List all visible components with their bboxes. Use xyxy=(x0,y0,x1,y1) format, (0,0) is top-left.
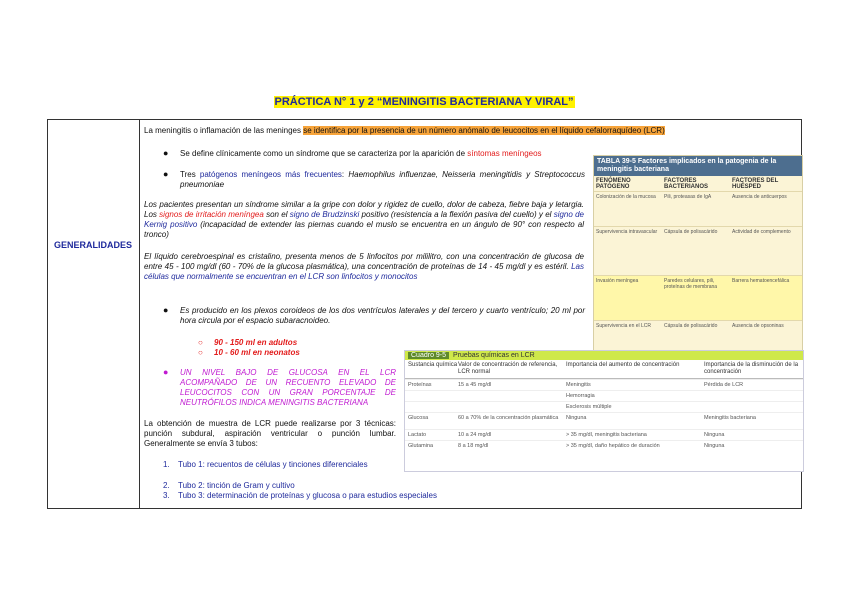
table-row: Glutamina 8 a 18 mg/dl > 35 mg/dl, daño hepático de duración Ninguna xyxy=(405,440,803,451)
intro-highlight: se identifica por la presencia de un número anómalo de leucocitos en el líquido cefalorraquídeo (LCR) xyxy=(303,126,665,135)
volume-adults: 90 - 150 ml en adultos xyxy=(214,338,298,347)
bullet-icon: ● xyxy=(163,367,169,377)
bullet-syndrome: Se define clínicamente como un síndrome que se caracteriza por la aparición de síntomas meníngeos xyxy=(180,149,542,158)
list-item-tube-3: Tubo 3: determinación de proteínas y glucosa o para estudios especiales xyxy=(178,491,437,500)
column-divider xyxy=(139,119,140,509)
table-title: TABLA 39-5 Factores implicados en la patogenia de la meningitis bacteriana xyxy=(594,156,802,176)
paragraph-sampling: La obtención de muestra de LCR puede realizarse por 3 técnicas: punción subdural, aspiración ventricular o punción lumbar. Generalmente se envía 3 tubos: xyxy=(144,419,396,448)
chemistry-table xyxy=(404,350,804,472)
circle-bullet-icon: ○ xyxy=(198,348,203,357)
list-number: 1. xyxy=(163,460,170,469)
bullet-production: Es producido en los plexos coroideos de los dos ventrículos laterales y del tercero y cuarto ventrículo; 20 ml por hora circula por el espacio subaracnoideo. xyxy=(180,306,585,325)
list-number: 3. xyxy=(163,491,170,500)
table-caption: Cuadro 9-5 Pruebas químicas en LCR xyxy=(405,351,803,360)
circle-bullet-icon: ○ xyxy=(198,338,203,347)
bullet-icon: ● xyxy=(163,148,169,158)
table-row: Glucosa 60 a 70% de la concentración plasmática Ninguna Meningitis bacteriana xyxy=(405,412,803,429)
paragraph-symptoms: Los pacientes presentan un síndrome similar a la gripe con dolor y rigidez de cuello, dolor de cabeza, fiebre baja y letargia. Los signos de irritación meníngea son el signo de Brudzinski positivo (resistencia a la flexión pasiva del cuello) y el signo de Kernig positivo (incapacidad de extender las piernas cuando el muslo se encuentra en un ángulo de 90° con respecto al tronco) xyxy=(144,200,585,239)
page-title: PRÁCTICA N° 1 y 2 “MENINGITIS BACTERIANA Y VIRAL” xyxy=(274,96,574,108)
list-item-tube-1: Tubo 1: recuentos de células y tinciones diferenciales xyxy=(178,460,368,469)
bullet-icon: ● xyxy=(163,169,169,179)
table-header: FENÓMENO PATÓGENO FACTORES BACTERIANOS FACTORES DEL HUÉSPED xyxy=(596,178,779,190)
list-number: 2. xyxy=(163,481,170,490)
table-row: Esclerosis múltiple xyxy=(405,401,803,412)
volume-neonates: 10 - 60 ml en neonatos xyxy=(214,348,300,357)
table-row: Lactato 10 a 24 mg/dl > 35 mg/dl, meningitis bacteriana Ninguna xyxy=(405,429,803,440)
section-label: GENERALIDADES xyxy=(53,240,132,250)
bullet-pathogens: Tres patógenos meníngeos más frecuentes: Haemophilus influenzae, Neisseria meningitidis y Streptococcus pneumoniae xyxy=(180,170,585,189)
list-item-tube-2: Tubo 2: tinción de Gram y cultivo xyxy=(178,481,295,490)
bullet-glucose-warning: UN NIVEL BAJO DE GLUCOSA EN EL LCR ACOMPAÑADO DE UN RECUENTO ELEVADO DE LEUCOCITOS CON UN GRAN PORCENTAJE DE NEUTRÓFILOS INDICA MENINGITIS BACTERIANA xyxy=(180,368,396,407)
table-row: Proteínas 15 a 45 mg/dl Meningitis Pérdida de LCR xyxy=(405,379,803,390)
bullet-icon: ● xyxy=(163,305,169,315)
table-row: Supervivencia intravascular Cápsula de polisacárido Actividad de complemento xyxy=(594,226,802,275)
table-row: Hemorragia xyxy=(405,390,803,401)
table-row: Invasión meníngea Paredes celulares, pili, proteínas de membrana Barrera hematoencefálica xyxy=(594,275,802,320)
intro-text: La meningitis o inflamación de las meninges se identifica por la presencia de un número anómalo de leucocitos en el líquido cefalorraquídeo (LCR) xyxy=(144,126,665,135)
paragraph-csf: El líquido cerebroespinal es cristalino, presenta menos de 5 linfocitos por mililitro, con una concentración de glucosa de entre 45 - 100 mg/dl (60 - 70% de la glucosa plasmática), una concentración de proteínas de 14 - 45 mg/dl y es estéril. Las células que normalmente se encuentran en el LCR son linfocitos y monocitos xyxy=(144,252,584,281)
table-row: Colonización de la mucosa Pili, proteasas de IgA Ausencia de anticuerpos xyxy=(594,191,802,226)
table-header: Sustancia química Valor de concentración de referencia, LCR normal Importancia del aumento de concentración Importancia de la disminución de la concentración xyxy=(405,360,803,379)
pathogenesis-table xyxy=(593,155,803,355)
table-row: Supervivencia en el LCR Cápsula de polisacárido Ausencia de opsoninas xyxy=(594,320,802,355)
